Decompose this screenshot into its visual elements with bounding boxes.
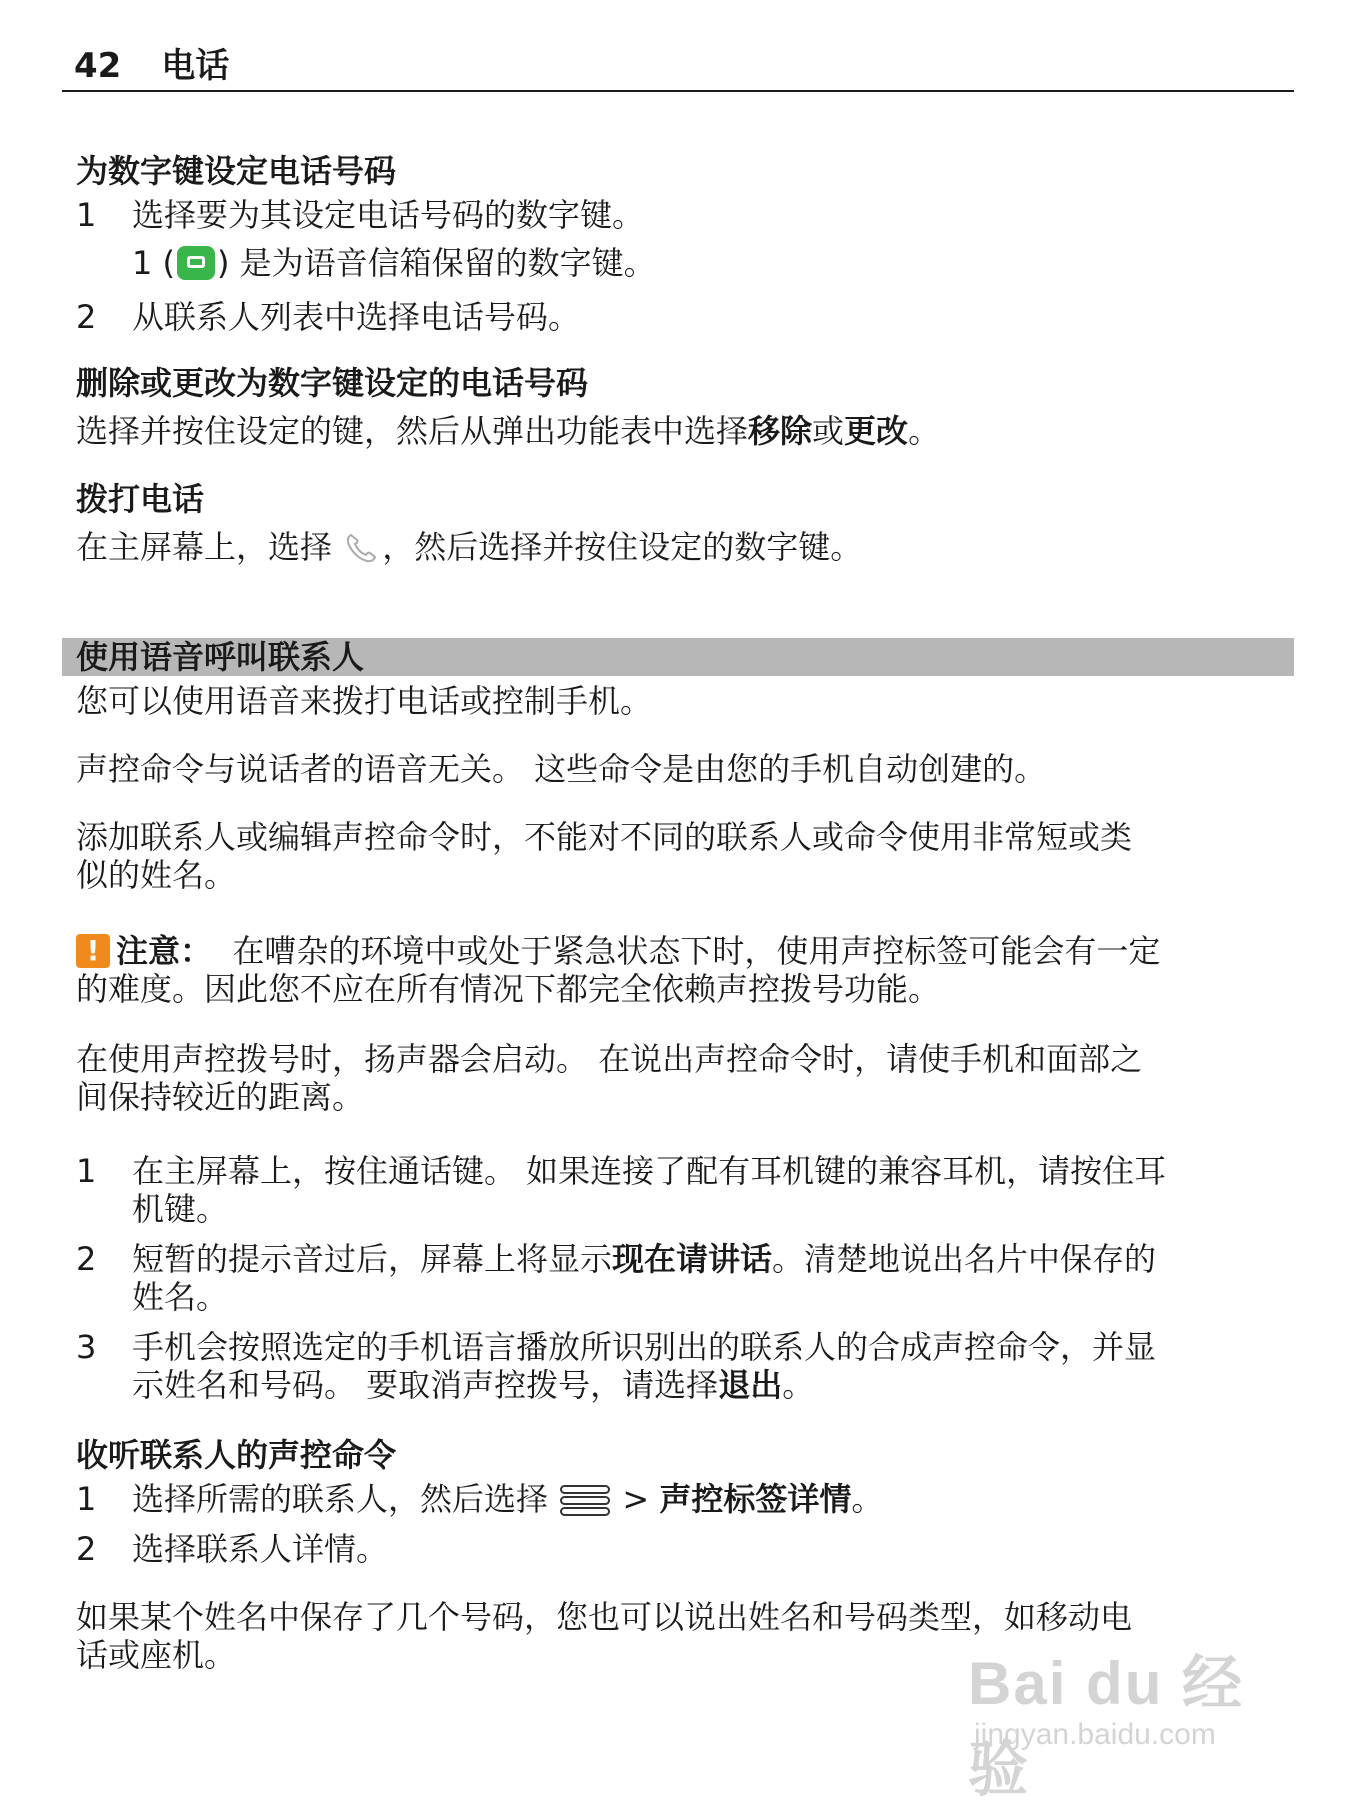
- page-number: 42: [74, 46, 122, 86]
- voicemail-icon: [177, 246, 215, 280]
- step-number: 2: [76, 298, 97, 336]
- section-title: 使用语音呼叫联系人: [76, 638, 365, 676]
- chapter-title: 电话: [161, 46, 230, 86]
- step-number: 1: [76, 196, 97, 234]
- prompt-text: 现在请讲话: [612, 1240, 773, 1278]
- step-text: [132, 1240, 1282, 1278]
- paragraph: 您可以使用语音来拨打电话或控制手机。: [76, 682, 653, 720]
- paragraph: 声控命令与说话者的语音无关。 这些命令是由您的手机自动创建的。: [76, 750, 1047, 788]
- paragraph-line: 的难度。因此您不应在所有情况下都完全依赖声控拨号功能。: [76, 970, 941, 1008]
- menu-icon: [558, 1482, 612, 1518]
- voicemail-note-suffix: ) 是为语音信箱保留的数字键。: [217, 244, 656, 282]
- text-segment: 短暂的提示音过后，屏幕上将显示: [132, 1240, 613, 1278]
- baidu-watermark: [968, 1636, 1298, 1803]
- paragraph-line: 在使用声控拨号时，扬声器会启动。 在说出声控命令时，请使手机和面部之: [76, 1040, 1143, 1078]
- paragraph-line: 如果某个姓名中保存了几个号码，您也可以说出姓名和号码类型，如移动电: [76, 1598, 1133, 1636]
- step-number: 3: [76, 1328, 97, 1366]
- voicemail-note: [132, 244, 1282, 282]
- text-segment: 在主屏幕上，选择: [76, 528, 333, 566]
- section-header-bar: [62, 638, 1294, 676]
- path-separator: >: [612, 1480, 660, 1518]
- step-text: 手机会按照选定的手机语言播放所识别出的联系人的合成声控命令，并显: [132, 1328, 1157, 1366]
- text-segment: ，然后选择并按住设定的数字键。: [382, 528, 863, 566]
- heading-listen: 收听联系人的声控命令: [76, 1436, 397, 1474]
- text-segment: 示姓名和号码。 要取消声控拨号，请选择: [132, 1366, 719, 1404]
- paragraph-line: 添加联系人或编辑声控命令时，不能对不同的联系人或命令使用非常短或类: [76, 818, 1133, 856]
- page-header: [62, 46, 1294, 92]
- step-text: 机键。: [132, 1190, 229, 1228]
- phone-icon: [342, 530, 382, 564]
- step-number: 2: [76, 1240, 97, 1278]
- step-text: [132, 1480, 1282, 1518]
- heading-speed-dial: 为数字键设定电话号码: [76, 152, 397, 190]
- text-segment: 选择并按住设定的键，然后从弹出功能表中选择: [76, 412, 749, 450]
- watermark-url: jingyan.baidu.com: [974, 1718, 1216, 1751]
- step-text: 选择要为其设定电话号码的数字键。: [132, 196, 645, 234]
- note-label: 注意：: [116, 932, 213, 970]
- make-call-text: [76, 528, 1296, 566]
- voicemail-note-prefix: 1 (: [132, 244, 176, 282]
- remove-change-text: [76, 412, 1296, 450]
- step-number: 1: [76, 1480, 97, 1518]
- step-text: [132, 1366, 1282, 1404]
- manual-page: [62, 0, 1294, 1792]
- step-number: 2: [76, 1530, 97, 1568]
- heading-make-call: 拨打电话: [76, 480, 205, 518]
- text-segment: 。: [782, 1366, 815, 1404]
- step-text: 选择联系人详情。: [132, 1530, 389, 1568]
- text-segment: 或: [812, 412, 845, 450]
- paragraph-line: 话或座机。: [76, 1636, 237, 1674]
- option-change: 更改: [844, 412, 909, 450]
- paragraph-line: 间保持较近的距离。: [76, 1078, 365, 1116]
- heading-remove-change: 删除或更改为数字键设定的电话号码: [76, 364, 589, 402]
- step-text: 在主屏幕上，按住通话键。 如果连接了配有耳机键的兼容耳机，请按住耳: [132, 1152, 1167, 1190]
- option-remove: 移除: [748, 412, 813, 450]
- note-text: 在嘈杂的环境中或处于紧急状态下时，使用声控标签可能会有一定: [232, 932, 1161, 970]
- paragraph-line: 似的姓名。: [76, 856, 237, 894]
- warning-icon: !: [76, 934, 110, 968]
- step-text: 从联系人列表中选择电话号码。: [132, 298, 581, 336]
- step-number: 1: [76, 1152, 97, 1190]
- warning-note: [76, 932, 1296, 970]
- step-text: 姓名。: [132, 1278, 229, 1316]
- text-segment: 。: [908, 412, 941, 450]
- text-segment: 。: [851, 1480, 884, 1518]
- watermark-logo: Bai du 经验: [968, 1650, 1245, 1803]
- option-exit: 退出: [718, 1366, 783, 1404]
- option-voice-tag-details: 声控标签详情: [659, 1480, 852, 1518]
- text-segment: 。清楚地说出名片中保存的: [772, 1240, 1157, 1278]
- text-segment: 选择所需的联系人，然后选择: [132, 1480, 549, 1518]
